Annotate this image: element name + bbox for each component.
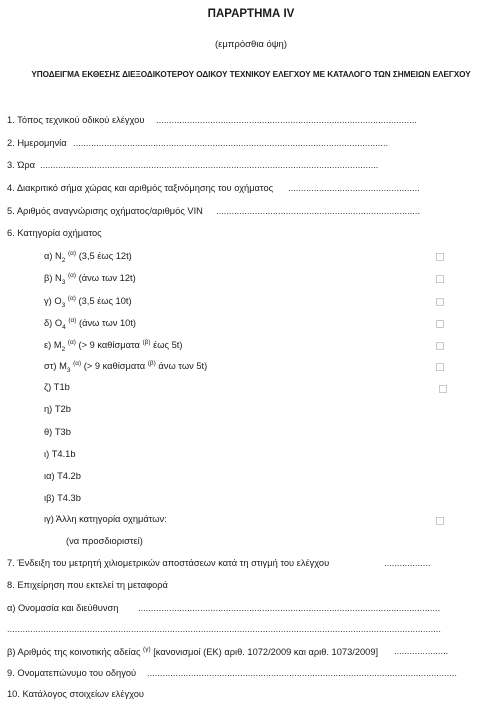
category-other-checkbox[interactable] <box>436 517 444 525</box>
field-operator-name-label: α) Ονομασία και διεύθυνση <box>7 603 119 613</box>
category-m3-checkbox[interactable] <box>436 363 444 371</box>
category-other: ιγ) Άλλη κατηγορία οχημάτων: <box>44 514 167 524</box>
field-operator-name-input[interactable]: ..................................................................................................................... <box>138 603 441 613</box>
category-t41b: ι) T4.1b <box>44 449 76 459</box>
field-vin-label: 5. Αριθμός αναγνώρισης οχήματος/αριθμός VIN <box>7 206 203 216</box>
category-m2-checkbox[interactable] <box>436 342 444 350</box>
category-t42b: ια) T4.2b <box>44 471 81 481</box>
field-checklist-label: 10. Κατάλογος στοιχείων ελέγχου <box>7 689 145 699</box>
field-category-label: 6. Κατηγορία οχήματος <box>7 228 102 238</box>
field-date-input[interactable]: .......................................................................................................................... <box>73 138 389 148</box>
category-o4: δ) $O_4$ $^{(\alpha)}$ (άνω των 10t) <box>44 317 137 331</box>
category-o3: γ) $O_3$ $^{(\alpha)}$ (3,5 έως 10t) <box>44 295 132 309</box>
annex-title: ΠΑΡΑΡΤΗΜΑ IV <box>207 8 295 20</box>
category-m3: στ) $M_3$ $^{(\alpha)}$ (> 9 καθίσματα $^{(\beta)}$ άνω των 5t) <box>44 360 208 374</box>
category-t43b: ιβ) T4.3b <box>44 493 81 503</box>
field-operator-address-input[interactable]: ........................................................................................................................................................................ <box>7 624 441 634</box>
field-time-label: 3. Ώρα <box>7 160 35 170</box>
form-heading: ΥΠΟΔΕΙΓΜΑ ΕΚΘΕΣΗΣ ΔΙΕΞΟΔΙΚΟΤΕΡΟΥ ΟΔΙΚΟΥ ΤΕΧΝΙΚΟΥ ΕΛΕΓΧΟΥ ΜΕ ΚΑΤΑΛΟΓΟ ΤΩΝ ΣΗΜΕΙΩΝ ΕΛΕΓΧΟΥ <box>31 70 471 79</box>
category-o3-checkbox[interactable] <box>436 298 444 306</box>
field-licence-label: β) Αριθμός της κοινοτικής αδείας $^{(\gamma)}$ [κανονισμοί (ΕΚ) αριθ. 1072/2009 και αριθ. 1073/2009] <box>7 646 379 658</box>
category-t1b-checkbox[interactable] <box>439 385 447 393</box>
field-operator-label: 8. Επιχείρηση που εκτελεί τη μεταφορά <box>7 580 168 590</box>
field-driver-label: 9. Ονοματεπώνυμο του οδηγού <box>7 668 137 678</box>
field-registration-label: 4. Διακριτικό σήμα χώρας και αριθμός ταξινόμησης του οχήματος <box>7 183 274 193</box>
field-location-label: 1. Τόπος τεχνικού οδικού ελέγχου <box>7 115 145 125</box>
field-location-input[interactable]: ..................................................................................................... <box>156 115 417 125</box>
field-time-input[interactable]: ................................................................................................................................... <box>40 160 379 170</box>
category-o4-checkbox[interactable] <box>436 320 444 328</box>
category-t2b: η) T2b <box>44 404 71 414</box>
category-other-note: (να προσδιοριστεί) <box>66 536 143 546</box>
category-n2-checkbox[interactable] <box>436 253 444 261</box>
annex-subtitle: (εμπρόσθια όψη) <box>214 39 287 50</box>
category-t3b: θ) T3b <box>44 427 71 437</box>
field-odometer-input[interactable]: .................. <box>384 558 431 568</box>
field-driver-input[interactable]: ........................................................................................................................ <box>147 668 457 678</box>
category-m2: ε) $M_2$ $^{(\alpha)}$ (> 9 καθίσματα $^{(\beta)}$ έως 5t) <box>44 339 183 353</box>
category-n2: α) $N_2$ $^{(\alpha)}$ (3,5 έως 12t) <box>44 250 132 264</box>
field-licence-input[interactable]: ..................... <box>394 646 449 656</box>
field-date-label: 2. Ημερομηνία <box>7 138 67 148</box>
category-n3-checkbox[interactable] <box>436 275 444 283</box>
category-t1b: ζ) T1b <box>44 382 70 392</box>
category-n3: β) $N_3$ $^{(\alpha)}$ (άνω των 12t) <box>44 272 136 286</box>
field-vin-input[interactable]: ............................................................................... <box>216 206 421 216</box>
field-odometer-label: 7. Ένδειξη του μετρητή χιλιομετρικών αποστάσεων κατά τη στιγμή του ελέγχου <box>7 558 330 568</box>
field-registration-input[interactable]: ................................................... <box>288 183 420 193</box>
